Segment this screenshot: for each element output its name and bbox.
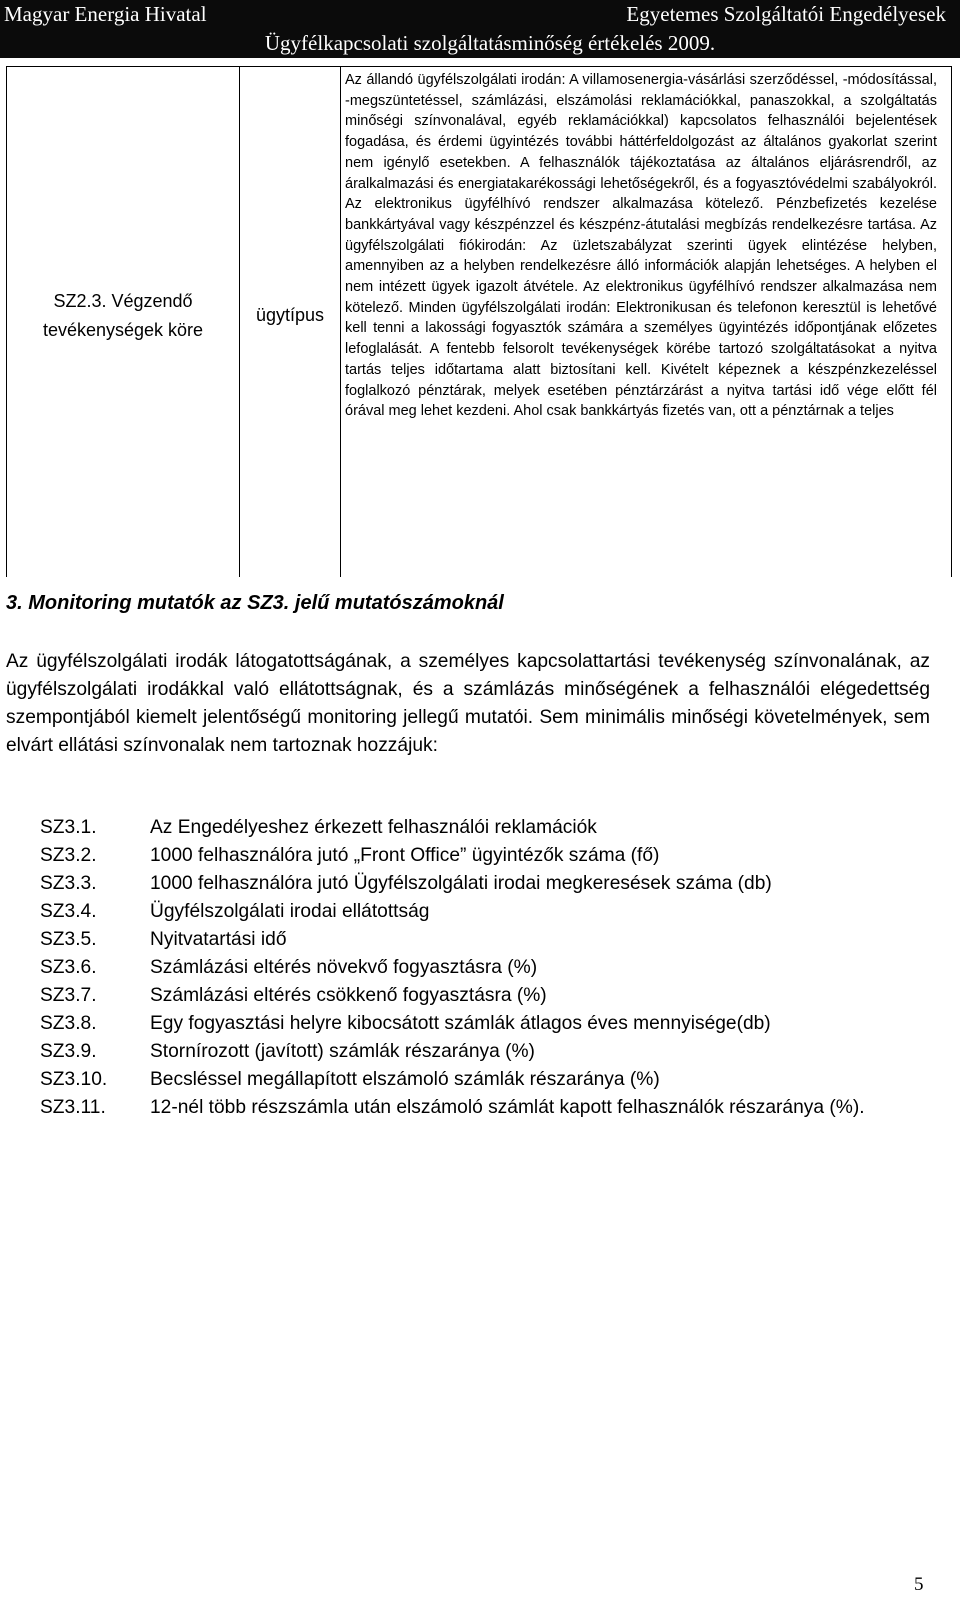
list-item [40,898,920,926]
item-code: SZ3.3. [40,873,97,894]
item-text: Nyitvatartási idő [150,929,287,950]
header-right: Egyetemes Szolgáltatói Engedélyesek [626,2,946,26]
list-item [40,954,920,982]
item-code: SZ3.8. [40,1013,97,1034]
list-item [40,1010,920,1038]
list-item [40,982,920,1010]
list-item [40,926,920,954]
list-item [40,870,920,898]
item-code: SZ3.6. [40,957,97,978]
type-label: ügytípus [255,305,325,325]
page-number: 5 [914,1574,924,1595]
item-text: Becsléssel megállapított elszámoló számlák részaránya (%) [150,1069,660,1090]
list-item [40,842,920,870]
header-bar [0,0,960,32]
row-label [7,287,239,345]
item-code: SZ3.11. [40,1097,106,1118]
row-label-line1: SZ2.3. Végzendő [53,291,193,311]
header-subtitle: Ügyfélkapcsolati szolgáltatásminőség értékelés 2009. [264,31,716,55]
item-code: SZ3.7. [40,985,97,1006]
activity-table [6,66,952,577]
item-text: Számlázási eltérés növekvő fogyasztásra (%) [150,957,538,978]
item-text: Számlázási eltérés csökkenő fogyasztásra (%) [150,985,547,1006]
list-item [40,1038,920,1066]
item-code: SZ3.10. [40,1069,108,1090]
item-text: 1000 felhasználóra jutó „Front Office” ügyintézők száma (fő) [150,845,660,866]
item-code: SZ3.1. [40,817,97,838]
item-text: 12-nél több részszámla után elszámoló számlát kapott felhasználók részaránya (%). [150,1097,865,1118]
list-item [40,1066,920,1094]
section-title: 3. Monitoring mutatók az SZ3. jelű mutatószámoknál [6,592,504,614]
item-text: Stornírozott (javított) számlák részaránya (%) [150,1041,535,1062]
item-code: SZ3.5. [40,929,97,950]
item-text: 1000 felhasználóra jutó Ügyfélszolgálati irodai megkeresések száma (db) [150,873,772,894]
item-text: Ügyfélszolgálati irodai ellátottság [150,901,430,922]
header-left: Magyar Energia Hivatal [4,2,207,26]
item-code: SZ3.2. [40,845,97,866]
item-text: Egy fogyasztási helyre kibocsátott számlák átlagos éves mennyisége(db) [150,1013,771,1034]
header-subtitle-bar [0,30,960,58]
section-intro: Az ügyfélszolgálati irodák látogatottságának, a személyes kapcsolattartási tevékenység színvonalának, az ügyfélszolgálati irodákkal való ellátottságnak, és a számlázás minőségének a felhasználói elégedettség szempontjából kiemelt jelentőségű monitoring jellegű mutatói. Sem minimális minőségi követelmények, sem elvárt ellátási színvonalak nem tartoznak hozzájuk: [6,651,930,756]
indicator-list [40,814,920,1122]
item-code: SZ3.9. [40,1041,97,1062]
row-label-line2: tevékenységek köre [42,320,204,340]
list-item [40,1094,920,1122]
item-text: Az Engedélyeshez érkezett felhasználói reklamációk [150,817,597,838]
content-cell: Az állandó ügyfélszolgálati irodán: A villamosenergia-vásárlási szerződéssel, -módosítással, -megszüntetéssel, számlázási, elszámolási reklamációkkal, panaszokkal, a szolgáltatás minőségi színvonalával, egyéb reklamációkkal) kapcsolatos felhasználói bejelentések fogadása, és érdemi ügyintézés további háttérfeldolgozást az általános gyakorlat szerint nem igénylő esetekben. A felhasználók tájékoztatása az általános eljárásrendről, az áralkalmazási és energiatakarékossági lehetőségekről, és a fogyasztóvédelmi szabályokról. Az elektronikus ügyfélhívó rendszer alkalmazása kötelező. Pénzbefizetés kezelése bankkártyával vagy készpénzzel és készpénz-átutalási megbízás rendelkezésre tartása. Az ügyfélszolgálati fiókirodán: Az üzletszabályzat szerinti ügyek elintézése helyben, amennyiben az a helyben rendelkezésre álló információk alapján lehetséges. A helyben el nem intézett ügyek igazolt átvétele. Az elektronikus ügyfélhívó rendszer alkalmazása nem kötelező. Minden ügyfélszolgálati irodán: Elektronikusan és telefonon keresztül is lehetővé kell tenni a lakossági fogyasztók számára a személyes ügyintézés időpontjának előzetes lefoglalását. A fentebb felsorolt tevékenységek körébe tartozó szolgáltatásokat a nyitva tartás teljes időtartama alatt biztosítani kell. Kivételt képeznek a készpénzkezeléssel foglalkozó pénztárak, melyek esetében pénztárzárást a nyitva tartási idő vége előtt fél órával meg lehet kezdeni. Ahol csak bankkártyás fizetés van, ott a pénztárnak a teljes [345,72,937,420]
item-code: SZ3.4. [40,901,97,922]
row-label-cell [7,67,240,577]
type-cell [240,67,341,577]
list-item [40,814,920,842]
